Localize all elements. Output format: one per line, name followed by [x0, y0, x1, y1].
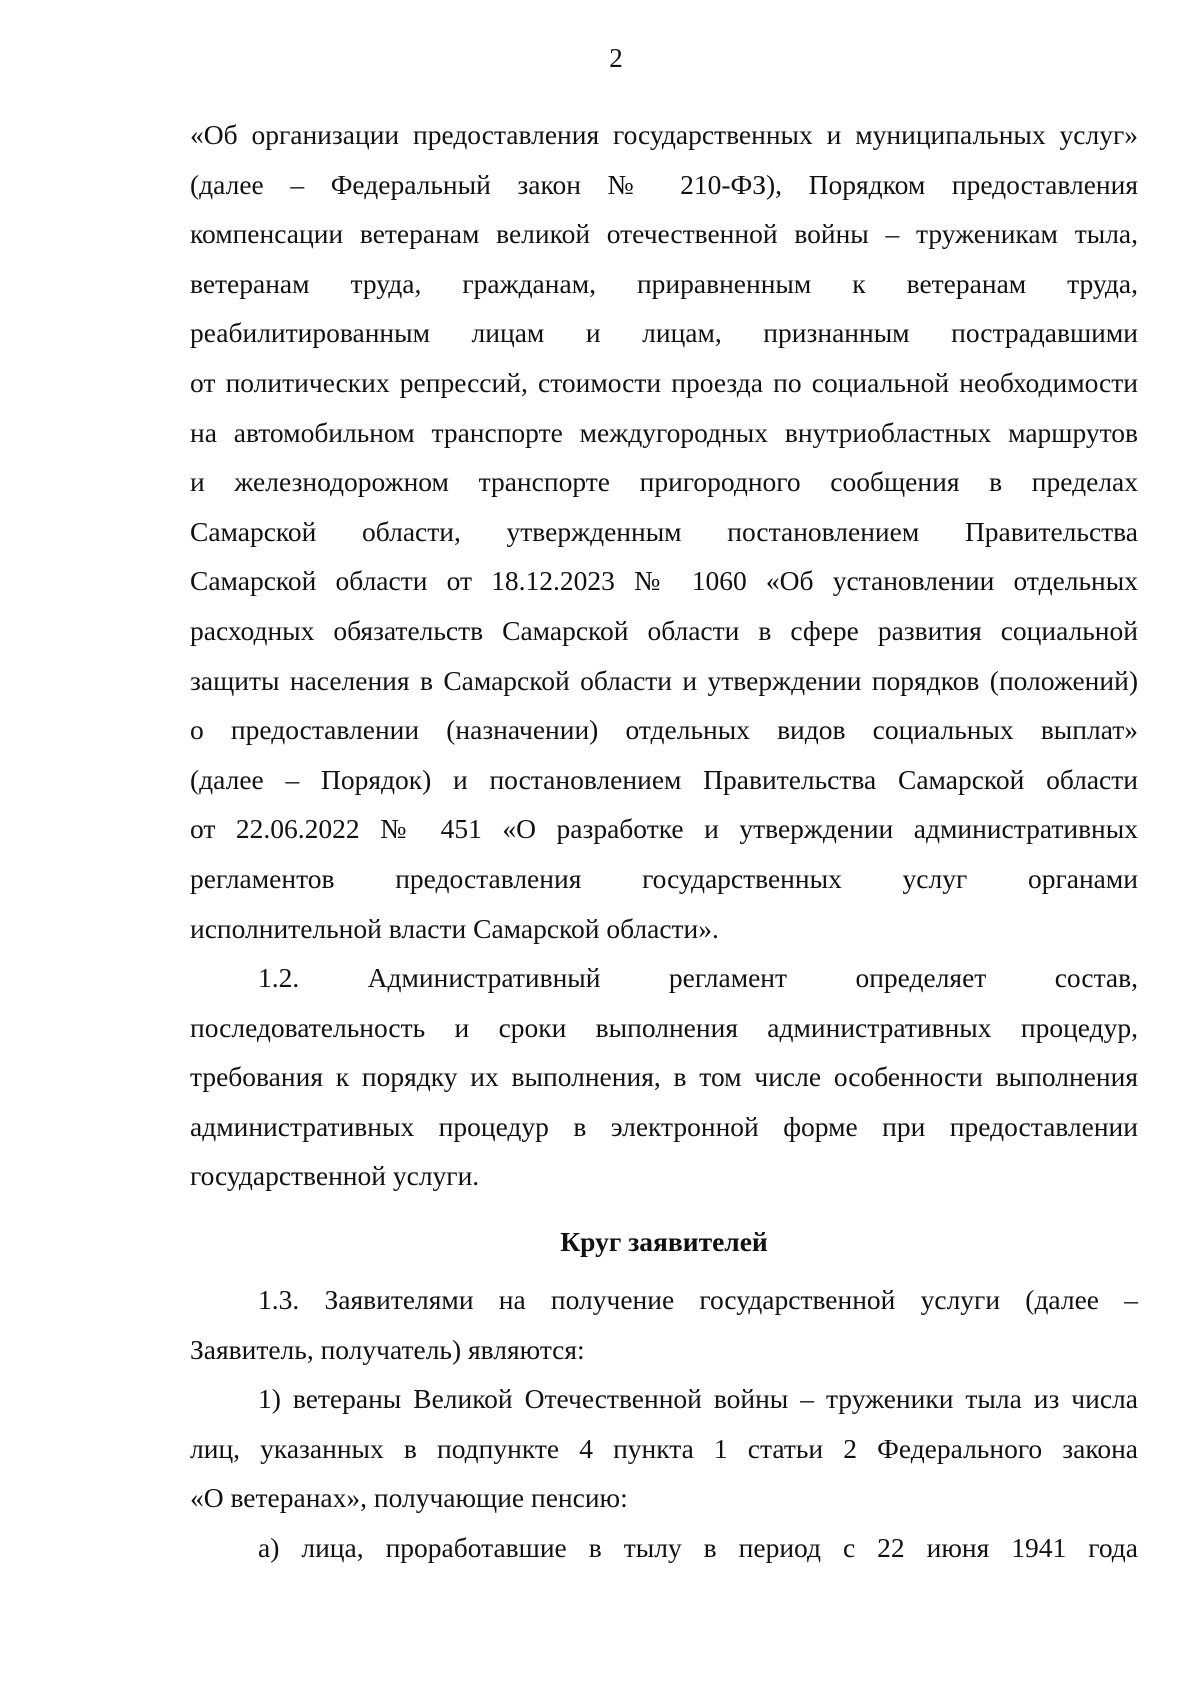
text-line: на автомобильном транспорте междугородных внутриобластных маршрутов	[190, 416, 1138, 448]
text-line: 1.2. Административный регламент определяет состав,	[258, 962, 1138, 994]
text-line: компенсации ветеранам великой отечественной войны – труженикам тыла,	[190, 218, 1138, 250]
text-line: а) лица, проработавшие в тылу в период с 22 июня 1941 года	[258, 1532, 1138, 1564]
text-line: от политических репрессий, стоимости проезда по социальной необходимости	[190, 366, 1138, 398]
text-line: требования к порядку их выполнения, в том числе особенности выполнения	[190, 1061, 1138, 1093]
text-line: «О ветеранах», получающие пенсию:	[190, 1482, 628, 1514]
text-line: последовательность и сроки выполнения административных процедур,	[190, 1011, 1138, 1043]
paragraph-1-3	[190, 1275, 1138, 1374]
text-line: административных процедур в электронной форме при предоставлении	[190, 1110, 1138, 1142]
text-line: от 22.06.2022 № 451 «О разработке и утверждении административных	[190, 813, 1138, 845]
text-line: «Об организации предоставления государственных и муниципальных услуг»	[190, 119, 1138, 150]
document-body	[190, 110, 1138, 1573]
text-line: расходных обязательств Самарской области в сфере развития социальной	[190, 614, 1138, 646]
list-item-1	[190, 1374, 1138, 1523]
section-heading: Круг заявителей	[560, 1226, 768, 1258]
text-line: Заявитель, получатель) являются:	[190, 1333, 585, 1365]
text-line: 1.3. Заявителями на получение государственной услуги (далее –	[258, 1284, 1138, 1316]
text-line: о предоставлении (назначении) отдельных видов социальных выплат»	[190, 714, 1138, 746]
text-line: ветеранам труда, гражданам, приравненным к ветеранам труда,	[190, 267, 1138, 299]
text-line: государственной услуги.	[190, 1160, 480, 1192]
text-line: защиты населения в Самарской области и утверждении порядков (положений)	[190, 664, 1138, 696]
text-line: (далее – Федеральный закон № 210-ФЗ), Порядком предоставления	[190, 168, 1138, 200]
list-item-a	[190, 1523, 1138, 1573]
text-line: Самарской области от 18.12.2023 № 1060 «Об установлении отдельных	[190, 565, 1138, 597]
paragraph-1-2	[190, 953, 1138, 1201]
paragraph-1-1-continuation	[190, 110, 1138, 953]
text-line: исполнительной власти Самарской области».	[190, 912, 719, 944]
text-line: лиц, указанных в подпункте 4 пункта 1 статьи 2 Федерального закона	[190, 1432, 1138, 1464]
text-line: 1) ветераны Великой Отечественной войны – труженики тыла из числа	[258, 1383, 1138, 1415]
text-line: реабилитированным лицам и лицам, признанным пострадавшими	[190, 317, 1138, 349]
page-number: 2	[609, 43, 623, 73]
text-line: регламентов предоставления государственных услуг органами	[190, 862, 1138, 894]
text-line: и железнодорожном транспорте пригородного сообщения в пределах	[190, 466, 1138, 498]
text-line: Самарской области, утвержденным постановлением Правительства	[190, 515, 1138, 547]
text-line: (далее – Порядок) и постановлением Правительства Самарской области	[190, 763, 1138, 795]
